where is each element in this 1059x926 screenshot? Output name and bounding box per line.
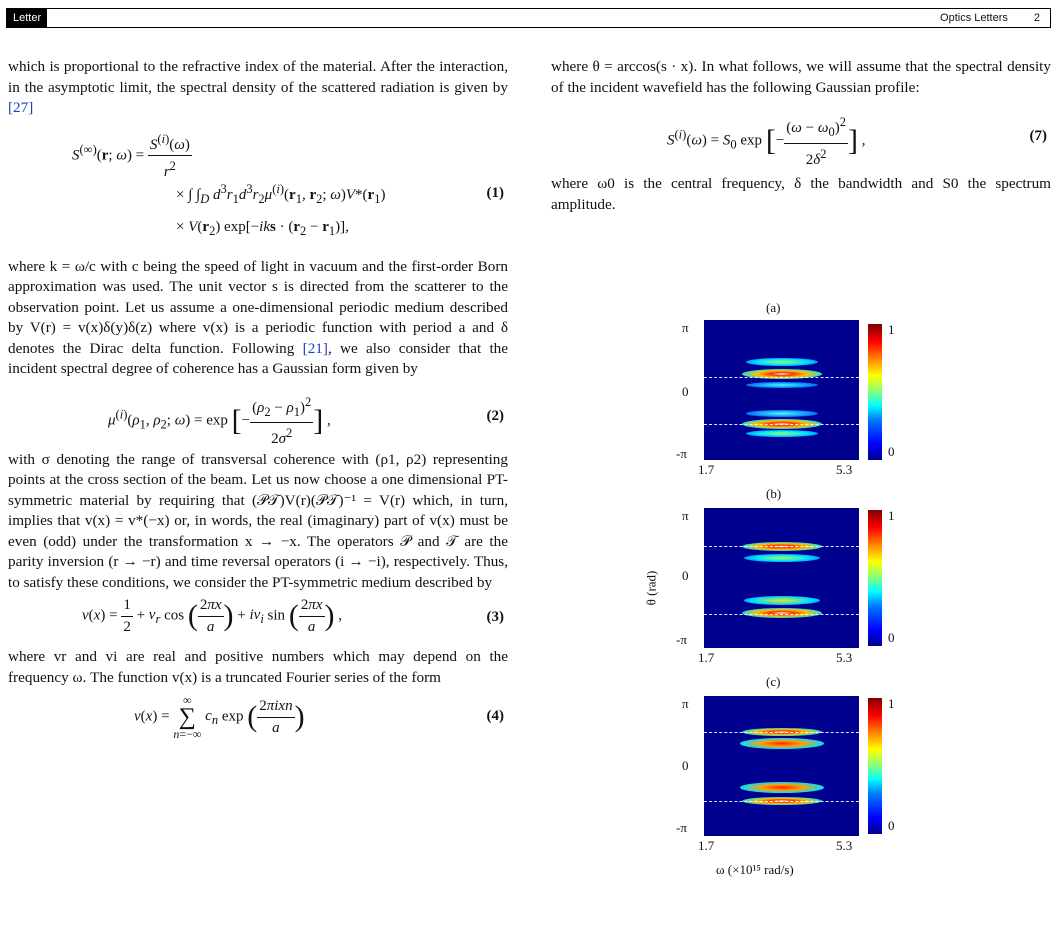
panel-a-label: (a) (766, 300, 781, 315)
right-paragraph-2: where ω0 is the central frequency, δ the bandwidth and S0 the spectrum amplitude. (551, 175, 1051, 213)
panel-b-plot (704, 508, 859, 648)
panel-a-ytick-mid: 0 (682, 384, 689, 399)
panel-b-ytick-bot: -π (676, 632, 687, 647)
para-1-text: which is proportional to the refractive index of the material. After the interaction, in the asymptotic limit, the spectral density of the scattered radiation is given by (8, 58, 508, 96)
page-number: 2 (1033, 12, 1040, 24)
panel-a-plot (704, 320, 859, 460)
right-column (551, 57, 1051, 215)
eq1-number: (1) (486, 184, 504, 201)
x-axis-label: ω (×10¹⁵ rad/s) (716, 862, 794, 877)
equation-7: $S^{(i)}(\omega) = S_0$ exp [− $\frac{(\omega - \omega_0)^2}{2\delta^2}$ ] , (7) (551, 106, 1051, 168)
header-right (914, 9, 1040, 27)
panel-a-cb-min: 0 (888, 444, 895, 459)
panel-c-label: (c) (766, 674, 781, 689)
panel-c-xtick-min: 1.7 (698, 838, 715, 853)
panel-a (660, 296, 920, 488)
equation-3: v(x) = $\frac{1}{2}$ + $v_r$ cos ( $\frac{2\pi x}{a}$ ) + $iv_i$ sin ( $\frac{2\pi x}{a}$ ) , (3) (82, 597, 504, 635)
panel-a-cb-max: 1 (888, 322, 895, 337)
eq3-number: (3) (486, 609, 504, 625)
equation-1: S(∞)(r; ω) = $\frac{S^{(i)}(\omega)}{r^2}$ × ∫ $\int_D$ $d^3r_1d^3r_2\mu^{(i)}(r_1$, $r_2$; $\omega)V*(r_1)$ × $V(r_2) \exp[-iks \cdot (r_2 - r_1)]$, (1) (8, 125, 508, 253)
panel-c (660, 670, 920, 870)
paragraph-4: where vr and vi are real and positive numbers which may depend on the frequency ω. The function v(x) is a truncated Fourier series of the form (8, 648, 508, 686)
para-2-text: where k = ω/c with c being the speed of light in vacuum and the first-order Born approximation was used. The unit vector s is directed from the scatterer to the observation point. Let us assume a one-dimensional periodic medium described by V(r) = v(x)δ(y)δ(z) where v(x) is a periodic function with period a and δ denotes the Dirac delta function. Following (8, 257, 508, 357)
panel-b-ytick-top: π (682, 508, 689, 523)
panel-b (660, 482, 920, 674)
panel-c-ytick-bot: -π (676, 820, 687, 835)
paragraph-1 (8, 57, 508, 119)
paragraph-2 (8, 257, 508, 380)
panel-a-colorbar (868, 324, 882, 460)
panel-b-ytick-mid: 0 (682, 568, 689, 583)
panel-c-plot (704, 696, 859, 836)
equation-4: v(x) = ∞ ∑ n=−∞ $c_n$ exp ( $\frac{\text{2πixn}}{a}$ ) (4) (134, 693, 504, 741)
panel-b-cb-max: 1 (888, 508, 895, 523)
figure (643, 296, 920, 896)
panel-c-ytick-top: π (682, 696, 689, 711)
page-header (6, 8, 1051, 28)
journal-name: Optics Letters (940, 12, 1008, 24)
panel-a-ytick-top: π (682, 320, 689, 335)
left-column (8, 57, 508, 746)
panel-b-label: (b) (766, 486, 782, 501)
panel-c-colorbar (868, 698, 882, 834)
panel-c-cb-min: 0 (888, 818, 895, 833)
para-2b-text: , we also consider that the incident spectral degree of coherence has a Gaussian form given by (8, 339, 509, 377)
panel-c-xtick-max: 5.3 (836, 838, 853, 853)
letter-tag: Letter (7, 9, 47, 27)
eq7-number: (7) (1029, 128, 1047, 144)
panel-c-cb-max: 1 (888, 696, 895, 711)
panel-b-cb-min: 0 (888, 630, 895, 645)
eq2-number: (2) (486, 407, 504, 424)
panel-b-xtick-min: 1.7 (698, 650, 715, 665)
citation-21[interactable]: [21] (302, 339, 328, 357)
panel-a-xtick-max: 5.3 (836, 462, 853, 477)
eq4-number: (4) (486, 708, 504, 724)
equation-2: $\mu^{(i)}(\rho_1$, $\rho_2$; ω) = exp [− $\frac{(\rho_2 - \rho_1)^2}{2\sigma^2}$ ] , (2) (8, 386, 508, 442)
paragraph-3: with σ denoting the range of transversal coherence with (ρ1, ρ2) representing points at the cross section of the beam. Let us now choose a one dimensional PT-symmetric material by requiring that (𝒫𝒯)V(r)(𝒫𝒯)⁻¹ = V(r) which, in turn, implies that v(x) = v*(−x) or, in words, the real (imaginary) part of v(x) must be even (odd) under the transformation x → −x. The operators 𝒫 and 𝒯 are the parity inversion (r → −r) and time reversal operators (i → −i), respectively. Thus, to satisfy these conditions, we consider the PT-symmetric medium described by (8, 450, 508, 591)
panel-a-xtick-min: 1.7 (698, 462, 715, 477)
citation-27[interactable]: [27] (8, 99, 34, 116)
panel-c-ytick-mid: 0 (682, 758, 689, 773)
panel-b-colorbar (868, 510, 882, 646)
panel-a-ytick-bot: -π (676, 446, 687, 461)
right-paragraph-1: where θ = arccos(s · x). In what follows, we will assume that the spectral density of the incident wavefield has the following Gaussian profile: (551, 58, 1051, 96)
panel-b-xtick-max: 5.3 (836, 650, 853, 665)
y-axis-label: θ (rad) (643, 570, 659, 606)
